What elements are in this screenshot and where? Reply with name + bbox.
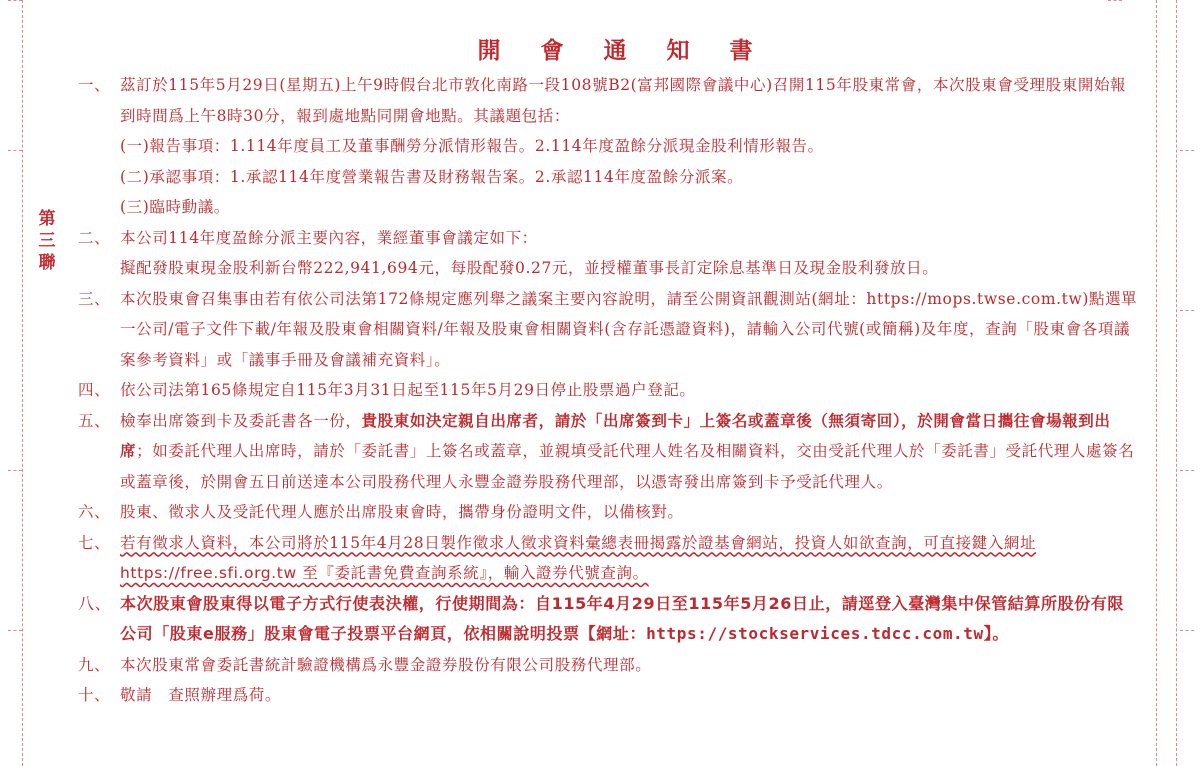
item-text: 依公司法第165條規定自115年3月31日起至115年5月29日停止股票過户登記。 [120,381,696,399]
item-text: ；如委託代理人出席時，請於「委託書」上簽名或蓋章，並親填受託代理人姓名及相關資料，交由受託代理人於「委託書」受託代理人處簽名或蓋章後，於開會五日前送達本公司股務代理人永豐金證券股務代理部，以憑寄發出席簽到卡予受託代理人。 [120,442,1135,491]
notice-item-1 [78,70,1138,131]
item-number: 十、 [78,686,111,704]
item-number: 四、 [78,381,111,399]
notice-item-3 [78,284,1138,376]
item-text: 本公司114年度盈餘分派主要內容，業經董事會議定如下： [120,228,538,247]
left-perforation-line [22,0,23,766]
copy-label [36,208,58,274]
perforation-tick [8,0,22,1]
notice-item-5 [78,406,1138,498]
item-number: 三、 [78,289,111,308]
item-text: 檢奉出席簽到卡及委託書各一份， [120,411,362,430]
item-number: 二、 [78,228,111,247]
item-text: 茲訂於115年5月29日(星期五)上午9時假台北市敦化南路一段108號B2(富邦國際會議中心)召開115年股東常會，本次股東會受理股東開始報到時間爲上午8時30分，報到處地點同開會地點。其議題包括： [120,76,1127,125]
agenda-report-items: (一)報告事項：1.114年度員工及董事酬勞分派情形報告。2.114年度盈餘分派現金股利情形報告。 [120,137,824,155]
item-number: 八、 [78,593,112,613]
notice-item-6 [78,497,1138,528]
document-title: 開 會 通 知 書 [477,37,769,64]
item-number: 六、 [78,503,111,521]
perforation-tick [1180,630,1194,631]
copy-label-char: 三 [38,231,56,251]
sfi-url-link[interactable]: https://free.sfi.org.tw [120,564,297,582]
notice-item-2 [78,223,1138,254]
item-text: 至『委託書免費查詢系統』，輸入證券代號查詢。 [296,564,649,582]
item-text: 敬請 查照辦理爲荷。 [120,686,282,704]
item-text: 】。 [983,624,1009,643]
notice-item-10 [78,680,1138,711]
perforation-tick [8,150,22,151]
item-text: 本次股東會召集事由若有依公司法第172條規定應列舉之議案主要內容說明，請至公開資訊觀測站(網址：https://mops.twse.com.tw)點選單一公司/電子文件下載/年報及股東會相關資料/年報及股東會相關資料(含存託憑證資料)，請輸入公司代號(或簡稱)及年度，查詢「股東會各項議案參考資料」或「議事手冊及會議補充資料」。 [120,289,1138,369]
right-perforation-line-inner [1156,0,1157,766]
tdcc-url-link[interactable]: https://stockservices.tdcc.com.tw [646,624,984,643]
item-text: 若有徵求人資料，本公司將於115年4月28日製作徵求人徵求資料彙總表冊揭露於證基會網站，投資人如欲查詢，可直接鍵入網址 [120,533,1037,552]
item-text-emphasis: 貴股東如決定親自出席者，請於「出席簽到卡」上簽名或蓋章後（無須寄回），於開會當日攜往會場報到出席 [120,411,1111,460]
item-text: 本次股東會股東得以電子方式行使表決權，行使期間為：自115年4月29日至115年5月26日止，請逕登入臺灣集中保管結算所股份有限公司「股東e服務」股東會電子投票平台網頁，依相關說明投票【網址： [120,593,1124,643]
copy-label-char: 第 [38,209,56,229]
meeting-notice [78,0,1138,711]
perforation-tick [8,470,22,471]
notice-item-8 [78,589,1138,650]
item-number: 五、 [78,411,111,430]
notice-item-4 [78,375,1138,406]
perforation-tick [1180,310,1194,311]
item-number: 九、 [78,655,111,674]
item-text: 本次股東常會委託書統計驗證機構爲永豐金證券股份有限公司股務代理部。 [120,655,652,674]
item-number: 一、 [78,76,111,94]
item-number: 七、 [78,533,111,552]
notice-item-7 [78,528,1138,589]
dividend-detail: 擬配發股東現金股利新台幣222,941,694元，每股配發0.27元，並授權董事長訂定除息基準日及現金股利發放日。 [120,259,939,277]
perforation-tick [1180,150,1194,151]
perforation-tick [8,630,22,631]
notice-item-9 [78,650,1138,681]
agenda-extempore-motions: (三)臨時動議。 [120,198,230,216]
perforation-tick [1180,470,1194,471]
copy-label-char: 聯 [38,253,56,273]
right-perforation-line-outer [1176,0,1177,766]
agenda-approval-items: (二)承認事項：1.承認114年度營業報告書及財務報告案。2.承認114年度盈餘分派案。 [120,167,744,186]
item-text: 股東、徵求人及受託代理人應於出席股東會時，攜帶身份證明文件，以備核對。 [120,503,684,521]
